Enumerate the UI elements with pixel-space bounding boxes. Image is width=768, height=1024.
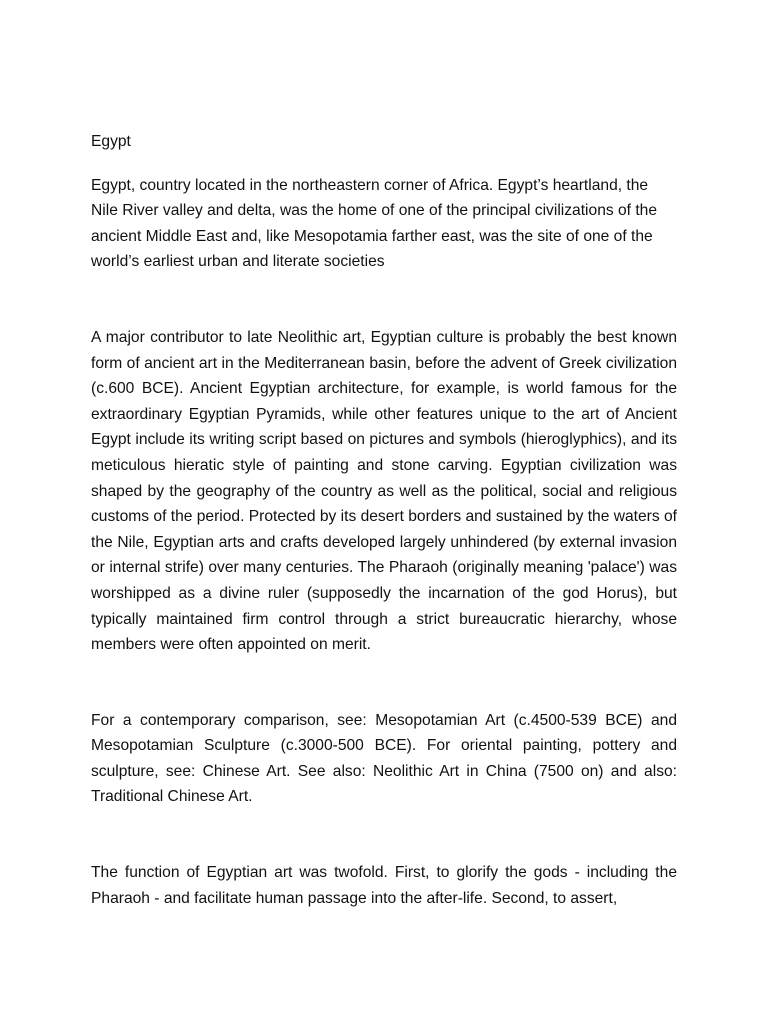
paragraph-3: For a contemporary comparison, see: Mesopotamian Art (c.4500-539 BCE) and Mesopotamian Sculpture (c.3000-500 BCE). For oriental painting, pottery and sculpture, see: Chinese Art. See also: Neolithic Art in China (7500 on) and also: Traditional Chinese Art. <box>91 711 677 806</box>
document-body <box>91 129 677 911</box>
paragraph-4: The function of Egyptian art was twofold. First, to glorify the gods - including the Pharaoh - and facilitate human passage into the after-life. Second, to assert, <box>91 864 677 907</box>
document-title: Egypt <box>91 133 131 150</box>
paragraph-1: Egypt, country located in the northeastern corner of Africa. Egypt’s heartland, the Nile River valley and delta, was the home of one of the principal civilizations of the ancient Middle East and, like Mesopotamia farther east, was the site of one of the world’s earliest urban and literate societies <box>91 176 658 271</box>
paragraph-2: A major contributor to late Neolithic art, Egyptian culture is probably the best known form of ancient art in the Mediterranean basin, before the advent of Greek civilization (c.600 BCE). Ancient Egyptian architecture, for example, is world famous for the extraordinary Egyptian Pyramids, while other features unique to the art of Ancient Egypt include its writing script based on pictures and symbols (hieroglyphics), and its meticulous hieratic style of painting and stone carving. Egyptian civilization was shaped by the geography of the country as well as the political, social and religious customs of the period. Protected by its desert borders and sustained by the waters of the Nile, Egyptian arts and crafts developed largely unhindered (by external invasion or internal strife) over many centuries. The Pharaoh (originally meaning 'palace') was worshipped as a divine ruler (supposedly the incarnation of the god Horus), but typically maintained firm control through a strict bureaucratic hierarchy, whose members were often appointed on merit. <box>91 328 677 654</box>
